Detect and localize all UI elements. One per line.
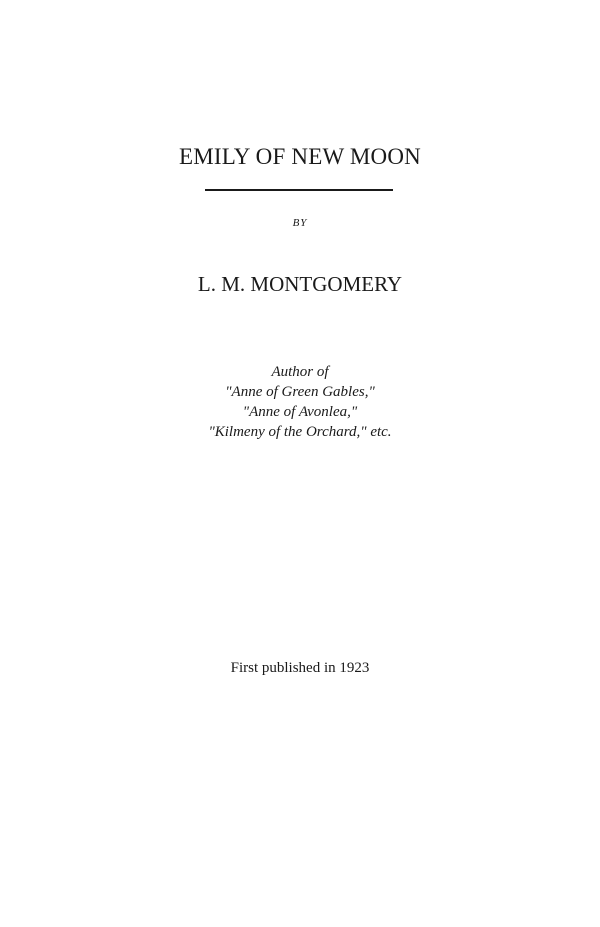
work-item: "Anne of Green Gables," (225, 384, 375, 400)
work-item: "Kilmeny of the Orchard," etc. (208, 424, 392, 440)
title-divider (205, 189, 393, 191)
author-of-heading: Author of (271, 364, 329, 380)
book-title: EMILY OF NEW MOON (179, 144, 421, 169)
by-label: BY (292, 217, 308, 229)
work-item: "Anne of Avonlea," (242, 404, 358, 420)
author-name: L. M. MONTGOMERY (197, 272, 403, 296)
publication-note: First published in 1923 (230, 660, 370, 676)
author-works-block (0, 362, 600, 442)
